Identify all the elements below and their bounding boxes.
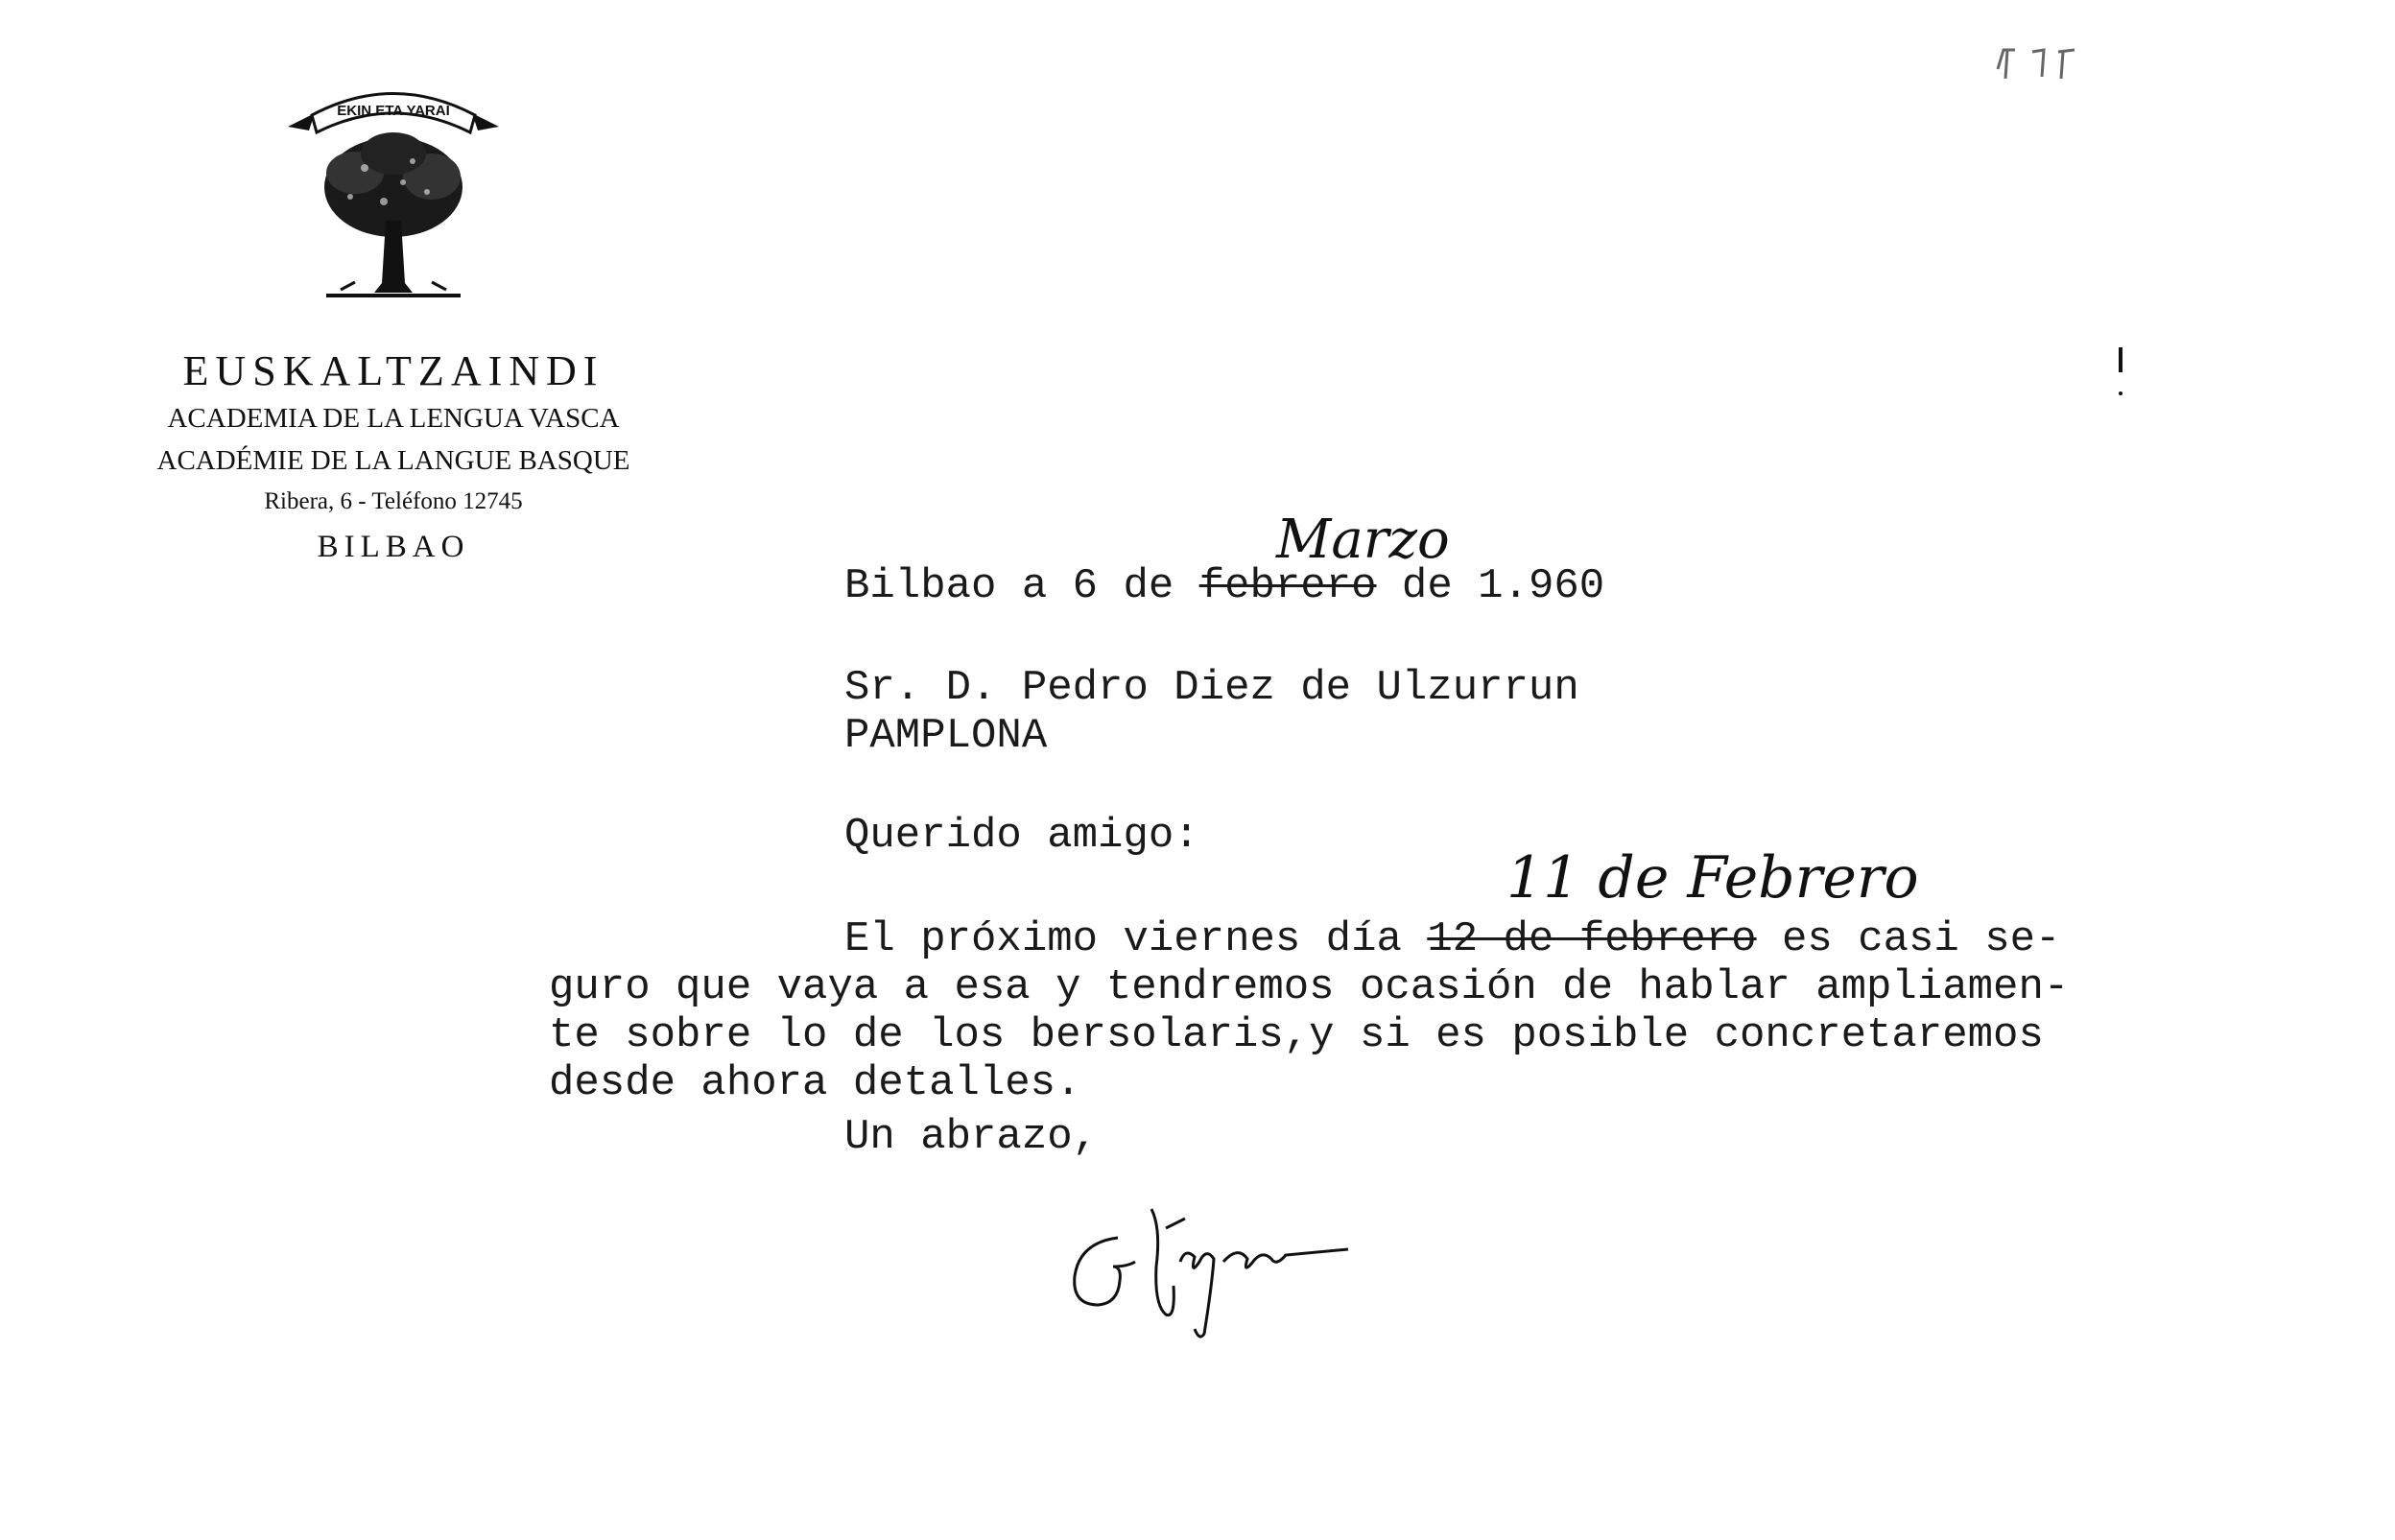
body-line-1 xyxy=(844,915,2060,963)
greeting: Querido amigo: xyxy=(844,812,1199,860)
tree-emblem-icon xyxy=(269,77,518,307)
date-line xyxy=(844,562,1604,610)
body-line-1-prefix: El próximo viernes día xyxy=(844,915,1428,963)
closing: Un abrazo, xyxy=(844,1113,1099,1161)
date-suffix: de 1.960 xyxy=(1376,562,1605,610)
organization-subtitle-es: ACADEMIA DE LA LENGUA VASCA xyxy=(167,403,620,434)
handwritten-month-correction: Marzo xyxy=(1276,509,1450,571)
date-month-struck: febrero xyxy=(1198,562,1377,610)
organization-city: BILBAO xyxy=(317,530,470,564)
body-line-3: te sobre lo de los bersolaris,y si es posible concretaremos xyxy=(549,1011,2044,1059)
letterhead xyxy=(96,345,691,572)
recipient-city: PAMPLONA xyxy=(844,712,1048,760)
organization-address: Ribera, 6 - Teléfono 12745 xyxy=(264,488,523,514)
body-line-2: guro que vaya a esa y tendremos ocasión de hablar ampliamen- xyxy=(549,963,2070,1011)
handwritten-date-correction: 11 de Febrero xyxy=(1506,844,1919,912)
organization-name: EUSKALTZAINDI xyxy=(182,347,605,394)
recipient-name: Sr. D. Pedro Diez de Ulzurrun xyxy=(844,664,1579,712)
motto-text: EKIN ETA YARAI xyxy=(337,103,450,119)
body-line-1-struck: 12 de febrero xyxy=(1427,915,1757,963)
organization-subtitle-fr: ACADÉMIE DE LA LANGUE BASQUE xyxy=(156,445,630,476)
signature-icon xyxy=(1060,1171,1377,1343)
ink-speck-icon xyxy=(2116,345,2125,403)
corner-mark-icon xyxy=(1986,40,2092,88)
body-line-4: desde ahora detalles. xyxy=(549,1059,1081,1107)
date-prefix: Bilbao a 6 de xyxy=(844,562,1199,610)
body-line-1-suffix: es casi se- xyxy=(1756,915,2061,963)
